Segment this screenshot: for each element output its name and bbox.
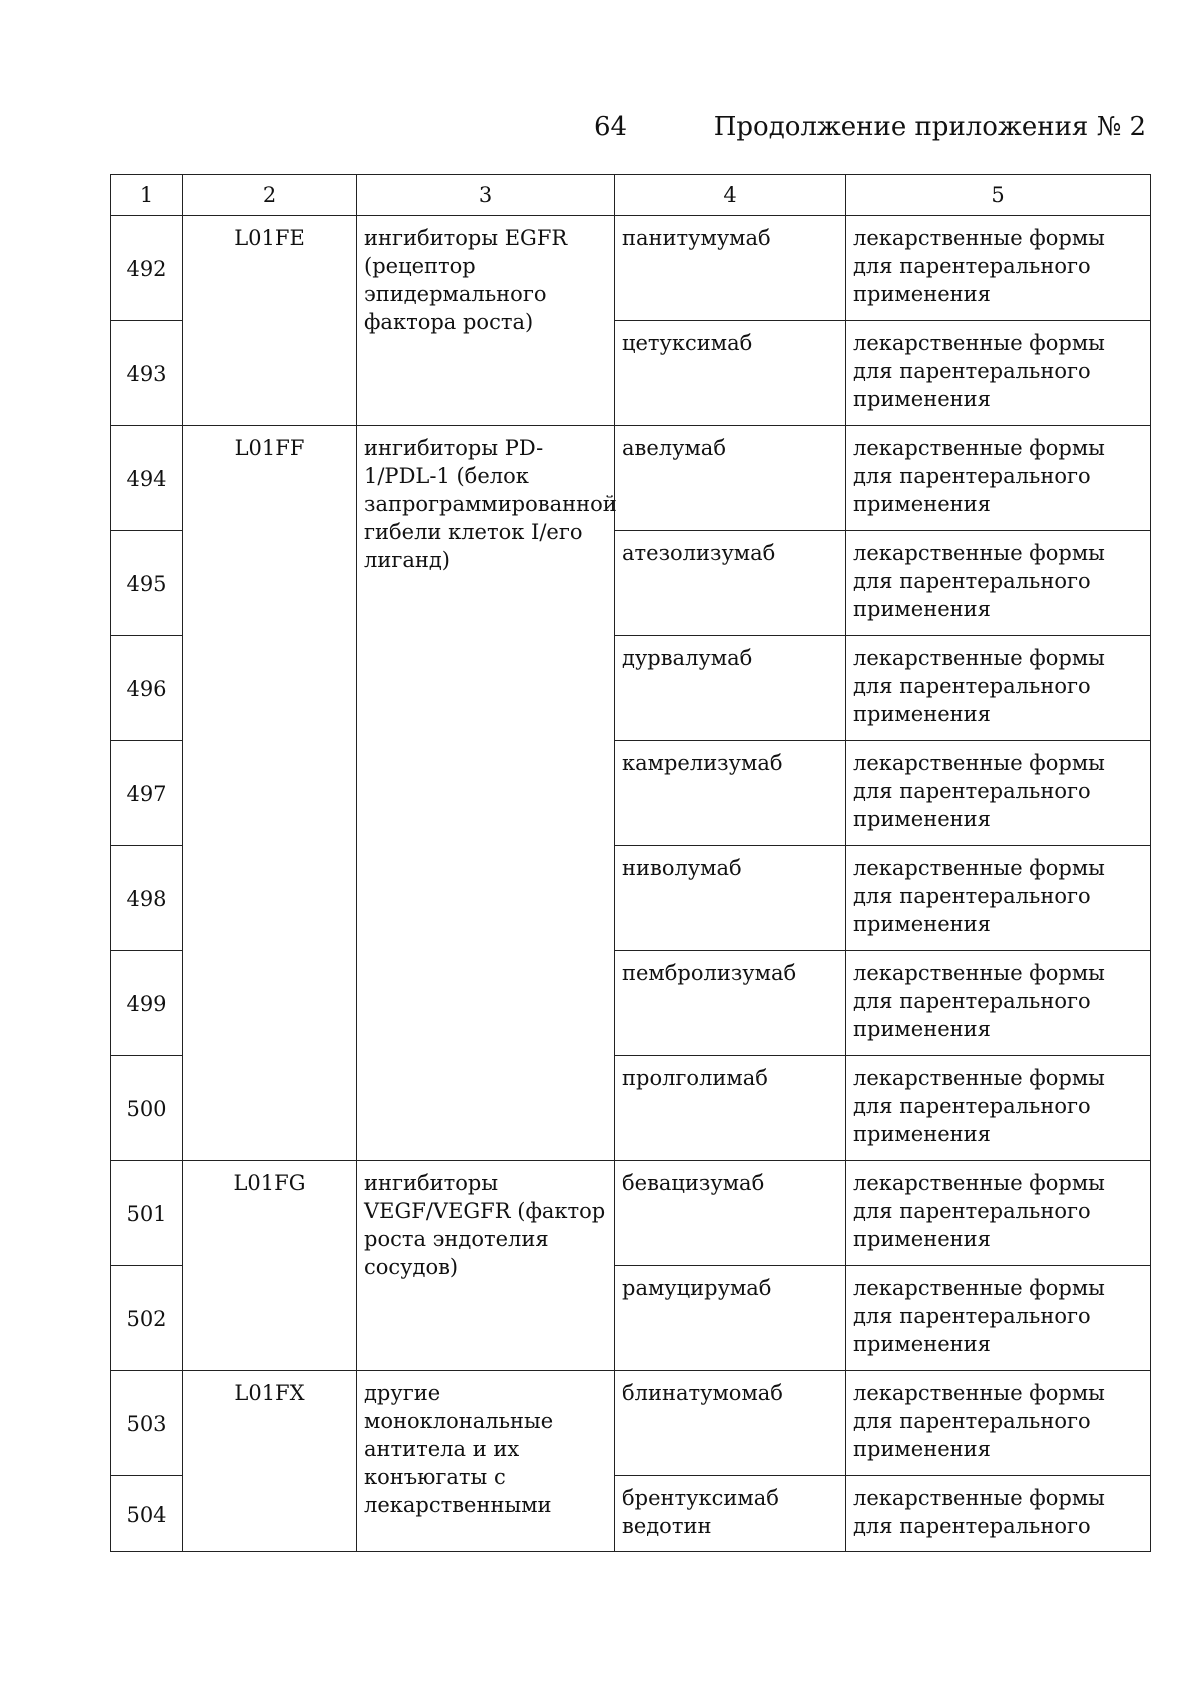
group-description: ингибиторы VEGF/VEGFR (фактор роста эндотелия сосудов) xyxy=(357,1161,615,1371)
drug-name: панитумумаб xyxy=(615,216,846,321)
table-header-row xyxy=(111,175,1151,216)
row-number: 503 xyxy=(111,1371,183,1476)
drug-name: пролголимаб xyxy=(615,1056,846,1161)
group-description: ингибиторы EGFR (рецептор эпидермального фактора роста) xyxy=(357,216,615,426)
row-number: 504 xyxy=(111,1476,183,1552)
dosage-form: лекарственные формы для парентерального применения xyxy=(846,1161,1151,1266)
drug-name: камрелизумаб xyxy=(615,741,846,846)
column-header: 1 xyxy=(111,175,183,216)
drug-name: авелумаб xyxy=(615,426,846,531)
column-header: 4 xyxy=(615,175,846,216)
group-description: другие моноклональные антитела и их конъюгаты с лекарственными xyxy=(357,1371,615,1552)
drug-name: ниволумаб xyxy=(615,846,846,951)
group-description: ингибиторы PD-1/PDL-1 (белок запрограммированной гибели клеток I/его лиганд) xyxy=(357,426,615,1161)
page-number: 64 xyxy=(594,112,628,142)
atc-code: L01FE xyxy=(183,216,357,426)
dosage-form: лекарственные формы для парентерального применения xyxy=(846,426,1151,531)
dosage-form: лекарственные формы для парентерального применения xyxy=(846,1371,1151,1476)
table-row xyxy=(111,426,1151,531)
drug-name: пембролизумаб xyxy=(615,951,846,1056)
row-number: 502 xyxy=(111,1266,183,1371)
dosage-form: лекарственные формы для парентерального применения xyxy=(846,846,1151,951)
drug-name: цетуксимаб xyxy=(615,321,846,426)
row-number: 501 xyxy=(111,1161,183,1266)
dosage-form: лекарственные формы для парентерального применения xyxy=(846,636,1151,741)
dosage-form: лекарственные формы для парентерального применения xyxy=(846,1056,1151,1161)
drug-name: рамуцирумаб xyxy=(615,1266,846,1371)
drug-name: атезолизумаб xyxy=(615,531,846,636)
column-header: 5 xyxy=(846,175,1151,216)
row-number: 494 xyxy=(111,426,183,531)
drug-name: блинатумомаб xyxy=(615,1371,846,1476)
dosage-form: лекарственные формы для парентерального xyxy=(846,1476,1151,1552)
row-number: 495 xyxy=(111,531,183,636)
row-number: 499 xyxy=(111,951,183,1056)
table-row xyxy=(111,1371,1151,1476)
drug-name: бевацизумаб xyxy=(615,1161,846,1266)
dosage-form: лекарственные формы для парентерального применения xyxy=(846,1266,1151,1371)
drug-name: дурвалумаб xyxy=(615,636,846,741)
dosage-form: лекарственные формы для парентерального применения xyxy=(846,216,1151,321)
dosage-form: лекарственные формы для парентерального применения xyxy=(846,951,1151,1056)
atc-code: L01FG xyxy=(183,1161,357,1371)
row-number: 492 xyxy=(111,216,183,321)
row-number: 498 xyxy=(111,846,183,951)
page-header xyxy=(0,112,1200,152)
table-row xyxy=(111,1161,1151,1266)
appendix-continuation-title: Продолжение приложения № 2 xyxy=(713,112,1146,142)
drug-table xyxy=(110,174,1151,1552)
row-number: 497 xyxy=(111,741,183,846)
row-number: 493 xyxy=(111,321,183,426)
table-row xyxy=(111,216,1151,321)
atc-code: L01FF xyxy=(183,426,357,1161)
dosage-form: лекарственные формы для парентерального применения xyxy=(846,531,1151,636)
column-header: 3 xyxy=(357,175,615,216)
atc-code: L01FX xyxy=(183,1371,357,1552)
dosage-form: лекарственные формы для парентерального применения xyxy=(846,321,1151,426)
row-number: 500 xyxy=(111,1056,183,1161)
row-number: 496 xyxy=(111,636,183,741)
drug-name: брентуксимаб ведотин xyxy=(615,1476,846,1552)
dosage-form: лекарственные формы для парентерального применения xyxy=(846,741,1151,846)
column-header: 2 xyxy=(183,175,357,216)
